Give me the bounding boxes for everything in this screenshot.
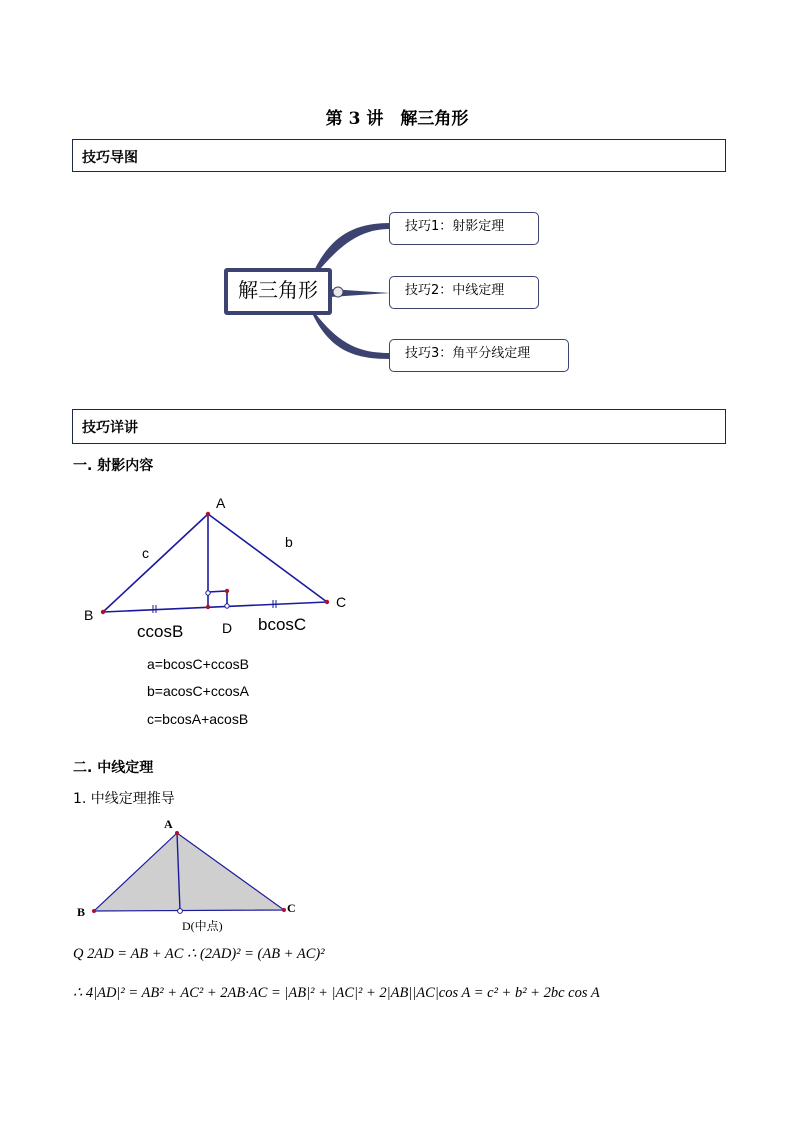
part2-heading: 二. 中线定理	[73, 760, 154, 776]
section-detail-box	[72, 409, 726, 444]
mindmap-branch-2: 技巧2：中线定理	[389, 276, 539, 309]
point2-a	[175, 831, 179, 835]
mindmap-root: 解三角形	[224, 268, 332, 315]
mindmap-branch-1: 技巧1：射影定理	[389, 212, 539, 245]
point-d-marker-2	[225, 604, 229, 608]
median-triangle-figure	[72, 813, 312, 935]
point-d-marker	[206, 591, 210, 595]
label-d: D	[222, 620, 233, 636]
projection-triangle-figure	[78, 490, 368, 650]
point-a	[206, 512, 210, 516]
side-bc	[103, 602, 327, 612]
section-guide-box	[72, 139, 726, 172]
label2-a: A	[164, 817, 173, 831]
right-angle-mark	[208, 591, 227, 606]
label-a: A	[216, 495, 226, 511]
mindmap-branch-3-connector	[312, 313, 390, 359]
section-guide-title: 技巧导图	[82, 150, 138, 166]
side-ab	[103, 514, 208, 612]
point2-b	[92, 909, 96, 913]
formula-c: c=bcosA+acosB	[147, 711, 249, 727]
page-title: 第 3 讲 解三角形	[325, 109, 469, 129]
mindmap-center-dot	[333, 287, 343, 297]
point-foot	[206, 605, 210, 609]
label-bcosc: bcosC	[258, 615, 307, 634]
label-side-c: c	[142, 545, 149, 561]
part2-subheading: 1. 中线定理推导	[73, 791, 175, 807]
point2-c	[282, 908, 286, 912]
label2-c: C	[287, 901, 296, 915]
label-b: B	[84, 607, 94, 623]
point2-d	[178, 909, 183, 914]
label-side-b: b	[285, 534, 293, 550]
formula-b: b=acosC+ccosA	[147, 683, 249, 699]
equation-median-1: Q 2AD = AB + AC ∴ (2AD)² = (AB + AC)²	[73, 946, 325, 962]
label2-d: D(中点)	[182, 919, 223, 933]
point-c	[325, 600, 329, 604]
label-ccosb: ccosB	[137, 622, 184, 641]
formula-a: a=bcosC+ccosB	[147, 656, 249, 672]
section-detail-title: 技巧详讲	[82, 420, 138, 436]
side-ac	[208, 514, 327, 602]
equation-median-2: ∴ 4|AD|² = AB² + AC² + 2AB·AC = |AB|² + |AC|² + 2|AB||AC|cos A = c² + b² + 2bc cos A	[73, 985, 600, 1001]
label2-b: B	[77, 905, 86, 919]
point-corner	[225, 589, 229, 593]
mindmap-branch-3: 技巧3：角平分线定理	[389, 339, 569, 372]
point-b	[101, 610, 105, 614]
median-triangle-fill	[94, 833, 284, 911]
label-c: C	[336, 594, 347, 610]
part1-heading: 一. 射影内容	[73, 458, 154, 474]
